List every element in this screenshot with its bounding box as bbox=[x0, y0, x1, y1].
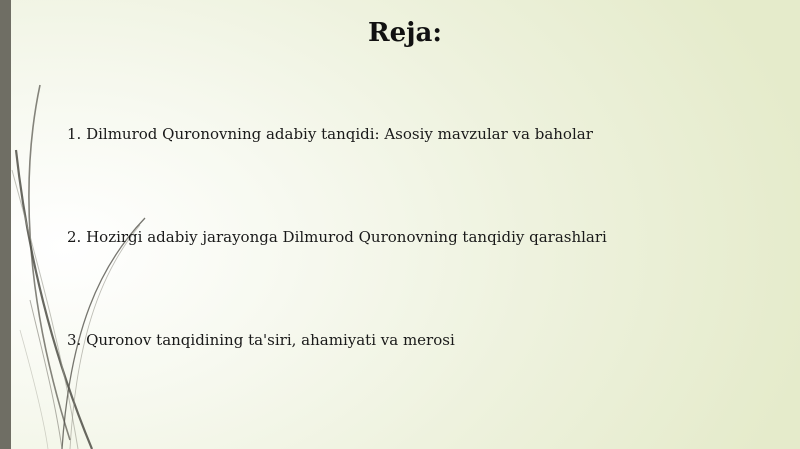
slide-title: Reja: bbox=[367, 18, 442, 48]
list-item: 2. Hozirgi adabiy jarayonga Dilmurod Quronovning tanqidiy qarashlari bbox=[67, 228, 607, 246]
list-item: 1. Dilmurod Quronovning adabiy tanqidi: Asosiy mavzular va baholar bbox=[67, 125, 593, 143]
list-item: 3. Quronov tanqidining ta'siri, ahamiyati va merosi bbox=[67, 331, 455, 349]
